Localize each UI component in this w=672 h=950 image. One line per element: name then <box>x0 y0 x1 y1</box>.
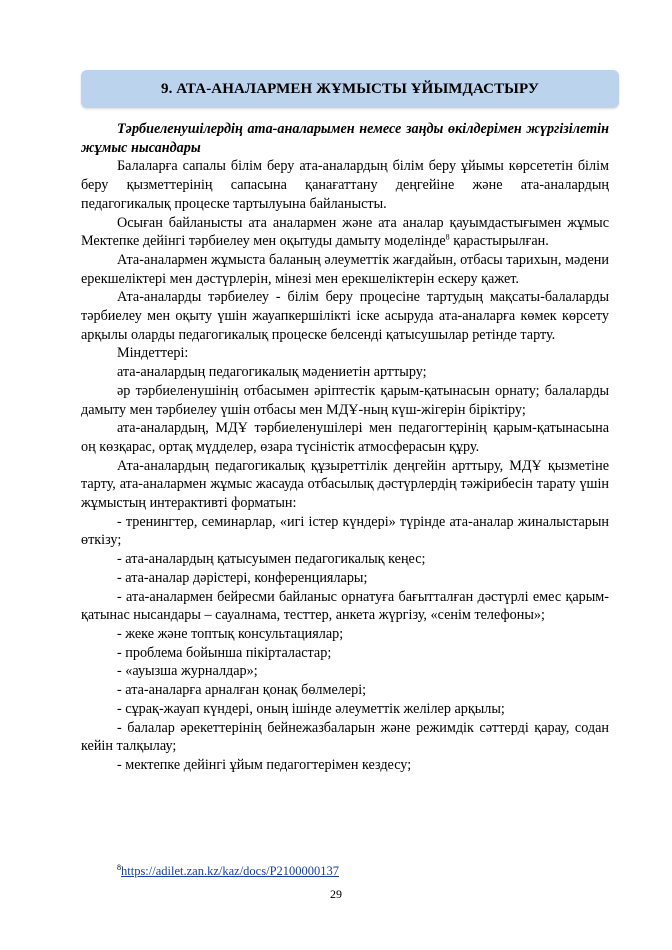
paragraph-5: Ата-аналардың педагогикалық құзыреттілік деңгейін арттыру, МДҰ қызметіне тарту, ата-аналармен жұмыс жасауда отбасылық дәстүрлердің тәжірибесін тарату үшін жұмыстың интерактивті форматын: <box>81 457 609 512</box>
paragraph-3: Ата-аналармен жұмыста баланың әлеуметтік жағдайын, отбасы тарихын, мәдени ерекшеліктері мен дәстүрлерін, мінезі мен ерекшеліктерін ескеру қажет. <box>81 251 609 287</box>
form-item: - проблема бойынша пікірталастар; <box>117 644 332 661</box>
paragraph-2-text: Осыған байланысты ата аналармен және ата аналар қауымдастығымен жұмыс Мектепке дейінгі тәрбиелеу мен оқытуды дамыту моделінде <box>81 214 609 250</box>
task-item: әр тәрбиеленушінің отбасымен әріптестік қарым-қатынасын орнату; балаларды дамыту мен тәрбиелеу үшін отбасы мен МДҰ-ның күш-жігерін біріктіру; <box>81 382 609 418</box>
form-item: - мектепке дейінгі ұйым педагогтерімен кездесу; <box>117 756 412 773</box>
tasks-title: Міндеттері: <box>117 345 189 362</box>
form-item: - тренингтер, семинарлар, «игі істер күндері» түрінде ата-аналар жиналыстарын өткізу; <box>81 513 609 549</box>
footnote-mark: 8 <box>117 862 121 872</box>
page-content <box>81 120 609 775</box>
form-item: - жеке және топтық консультациялар; <box>117 625 344 642</box>
section-title-banner <box>81 70 619 108</box>
page-number: 29 <box>330 887 342 901</box>
paragraph-2-end: қарастырылған. <box>449 233 549 250</box>
task-item: ата-аналардың, МДҰ тәрбиеленушілері мен педагогтерінің қарым-қатынасына оң көзқарас, ортақ мүдделер, өзара түсіністік атмосферасын құру. <box>81 420 609 455</box>
subtitle: Тәрбиеленушілердің ата-аналарымен немесе заңды өкілдерімен жүргізілетін жұмыс нысандары <box>81 121 609 156</box>
section-title: 9. АТА-АНАЛАРМЕН ЖҰМЫСТЫ ҰЙЫМДАСТЫРУ <box>160 80 540 97</box>
form-item: - ата-аналарға арналған қонақ бөлмелері; <box>117 682 367 699</box>
paragraph-4: Ата-аналарды тәрбиелеу - білім беру процесіне тартудың мақсаты-балаларды тәрбиелеу мен оқыту үшін жауапкершілікті іске асыруда ата-аналарға көмек көрсету арқылы оларды педагогикалық процеске белсенді қатысушылар ретінде тарту. <box>81 289 609 343</box>
footnote <box>117 864 339 879</box>
form-item: - сұрақ-жауап күндері, оның ішінде әлеуметтік желілер арқылы; <box>117 700 505 717</box>
form-item: - ата-аналардың қатысуымен педагогикалық кеңес; <box>117 551 426 568</box>
form-item: - ата-аналармен бейресми байланыс орнатуға бағытталған дәстүрлі емес қарым-қатынас нысандары – сауалнама, тесттер, анкета жүргізу, «сенім телефоны»; <box>81 588 609 624</box>
form-item: - ата-аналар дәрістері, конференциялары; <box>117 569 368 586</box>
paragraph-1: Балаларға сапалы білім беру ата-аналардың білім беру ұйымы көрсететін білім беру қызметтерінің сапасына қанағаттану деңгейіне және ата-аналардың педагогикалық процеске тартылуына байланысты. <box>81 158 609 212</box>
footnote-link[interactable]: https://adilet.zan.kz/kaz/docs/P2100000137 <box>121 864 340 878</box>
form-item: - балалар әрекеттерінің бейнежазбаларын және режимдік сәттерді қарау, содан кейін талқылау; <box>81 719 609 755</box>
footnote-ref[interactable]: 8 <box>445 232 450 242</box>
form-item: - «ауызша журналдар»; <box>117 663 258 680</box>
paragraph-2 <box>81 214 609 251</box>
task-item: ата-аналардың педагогикалық мәдениетін арттыру; <box>117 364 427 381</box>
